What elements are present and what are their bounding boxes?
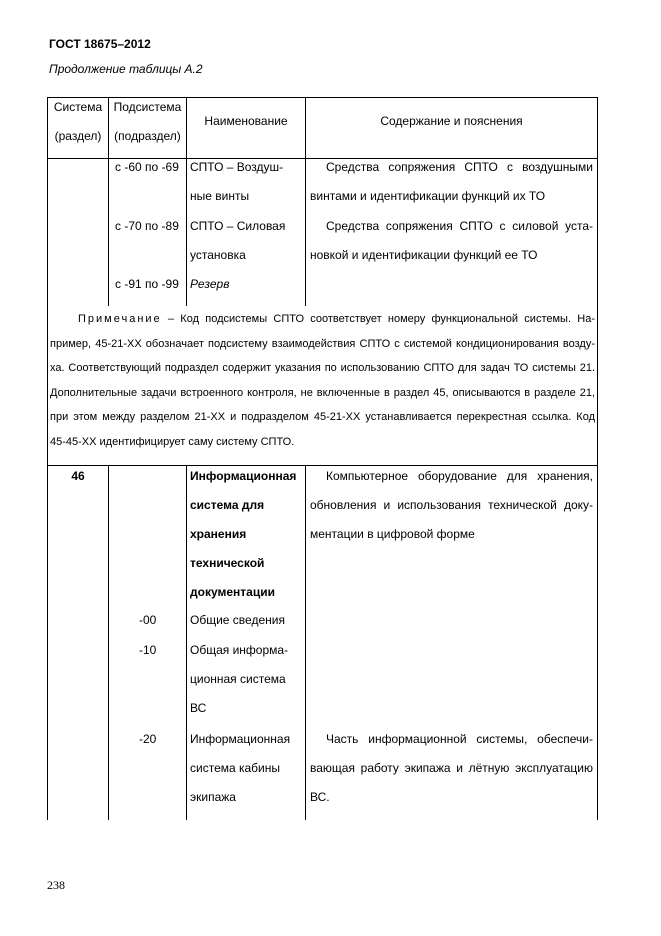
system-code: 46 [71,469,85,483]
subsystem-name: Общие сведения [190,613,285,627]
header-subsystem: Подсистема (подраздел) [113,100,182,143]
table-continuation-caption: Продолжение таблицы А.2 [49,62,203,76]
subsystem-code: с -60 по -69 [115,160,179,174]
system-content: Компьютерное оборудование для хранения, обновления и использования технической доку- ментации в цифровой форме [310,469,593,541]
subsystem-code: -10 [139,643,157,657]
table-note: Примечание – Код подсистемы СПТО соответствует номеру функциональной системы. На- пример, 45-21-ХХ обозначает подсистему взаимодействия СПТО с системой кондиционирования возду- ха. Соответствующий подраздел содержит указания по использованию СПТО для задач ТО системы 21. Дополнительные задачи встроенного контроля, не включенные в раздел 45, описываются в разделе 21, при этом между разделом 21-ХХ и подразделом 45-21-ХХ устанавливается перекрестная ссылка. Код 45-45-ХХ идентифицирует саму систему СПТО. [50,313,595,448]
subsystem-code: -00 [139,613,157,627]
system-name: Информационная система для хранения технической документации [190,469,297,599]
subsystem-name: СПТО – Воздуш- ные винты [190,160,284,203]
subsystem-name: Общая информа- ционная система ВС [190,643,289,715]
note-label: Примечание [78,313,162,325]
subsystem-content: Средства сопряжения СПТО с воздушными винтами и идентификации функций их ТО [310,160,593,203]
subsystem-code: -20 [139,732,157,746]
subsystem-name: СПТО – Силовая установка [190,219,286,262]
subsystem-content: Часть информационной системы, обеспечи- вающая работу экипажа и лётную эксплуатацию ВС. [310,732,593,804]
subsystem-name: Резерв [190,277,230,291]
subsystem-content: Средства сопряжения СПТО с силовой уста- новкой и идентификации функций ее ТО [310,219,593,262]
header-content: Содержание и пояснения [380,114,523,128]
page-number: 238 [47,878,65,892]
subsystem-code: с -91 по -99 [115,277,179,291]
subsystem-code: с -70 по -89 [115,219,179,233]
header-name: Наименование [204,114,288,128]
header-system: Система (раздел) [53,100,103,143]
subsystem-name: Информационная система кабины экипажа [190,732,291,804]
standard-code: ГОСТ 18675–2012 [49,37,151,51]
